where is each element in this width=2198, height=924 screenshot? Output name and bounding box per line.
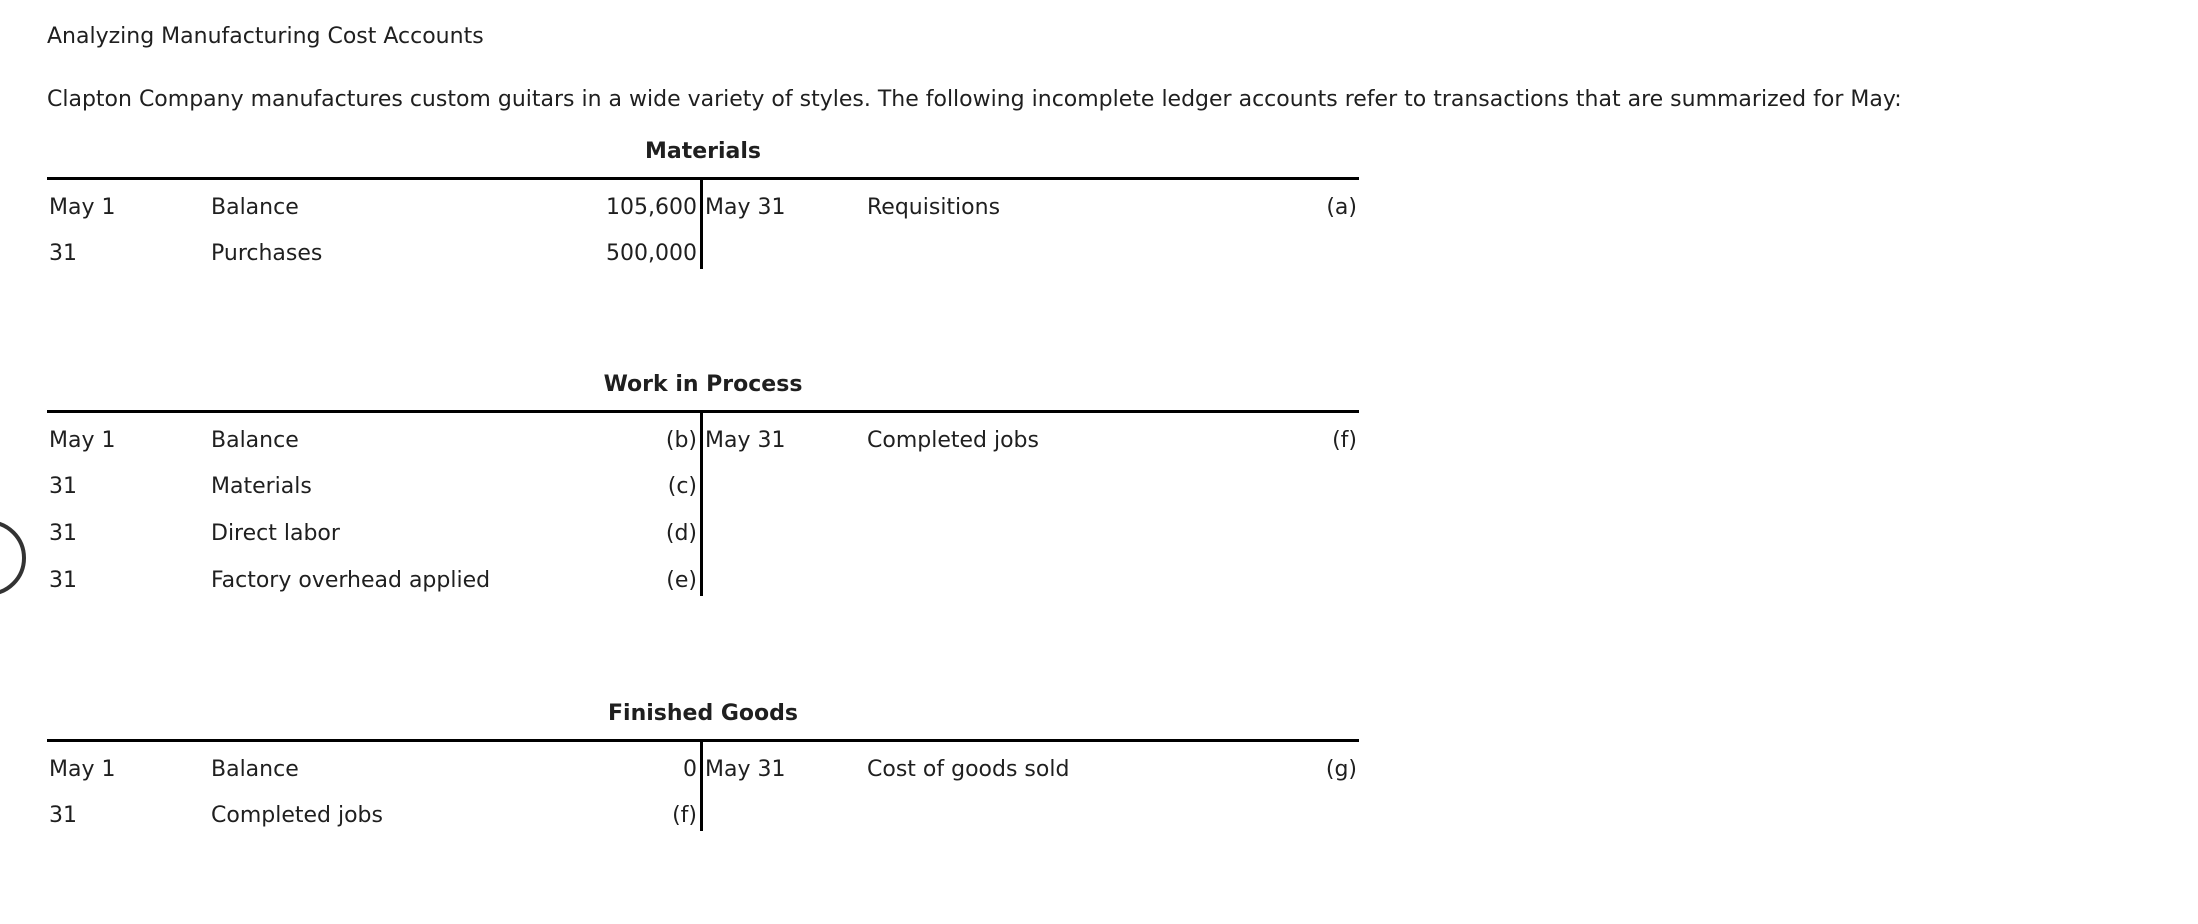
ledger-row (47, 558, 1359, 604)
credit-date: May 31 (705, 195, 786, 220)
debit-description: Purchases (211, 241, 323, 266)
debit-date: 31 (49, 241, 77, 266)
debit-description: Balance (211, 195, 299, 220)
debit-description: Balance (211, 757, 299, 782)
credit-description: Cost of goods sold (867, 757, 1070, 782)
debit-amount: 500,000 (606, 241, 697, 266)
ledger-row (47, 793, 1359, 839)
circle-icon[interactable] (0, 520, 26, 596)
debit-description: Direct labor (211, 521, 340, 546)
credit-description: Requisitions (867, 195, 1001, 220)
ledger-row (47, 464, 1359, 510)
credit-amount: (a) (1326, 195, 1357, 220)
debit-amount: (f) (672, 803, 697, 828)
credit-date: May 31 (705, 757, 786, 782)
debit-date: May 1 (49, 428, 116, 453)
credit-amount: (f) (1332, 428, 1357, 453)
credit-amount: (g) (1325, 757, 1357, 782)
ledger-row (47, 418, 1359, 464)
debit-amount: (e) (666, 568, 697, 593)
debit-date: 31 (49, 474, 77, 499)
debit-amount: 0 (683, 757, 697, 782)
debit-date: 31 (49, 803, 77, 828)
account-top-rule (47, 177, 1359, 180)
debit-description: Factory overhead applied (211, 568, 491, 593)
account-title: Finished Goods (608, 701, 798, 726)
ledger-row (47, 231, 1359, 277)
ledger-row (47, 185, 1359, 231)
account-title: Work in Process (603, 372, 803, 397)
debit-description: Materials (211, 474, 312, 499)
debit-description: Completed jobs (211, 803, 383, 828)
debit-date: May 1 (49, 195, 116, 220)
credit-date: May 31 (705, 428, 786, 453)
account-top-rule (47, 739, 1359, 742)
debit-amount: (d) (665, 521, 697, 546)
account-top-rule (47, 410, 1359, 413)
ledger-row (47, 511, 1359, 557)
debit-date: May 1 (49, 757, 116, 782)
ledger-row (47, 747, 1359, 793)
credit-description: Completed jobs (867, 428, 1039, 453)
debit-description: Balance (211, 428, 299, 453)
problem-intro: Clapton Company manufactures custom guitars in a wide variety of styles. The following incomplete ledger accounts refer to transactions that are summarized for May: (47, 87, 1902, 112)
debit-date: 31 (49, 521, 77, 546)
debit-amount: 105,600 (606, 195, 697, 220)
debit-amount: (b) (665, 428, 697, 453)
debit-amount: (c) (667, 474, 697, 499)
debit-date: 31 (49, 568, 77, 593)
page-title: Analyzing Manufacturing Cost Accounts (47, 24, 484, 49)
account-title: Materials (644, 139, 762, 164)
